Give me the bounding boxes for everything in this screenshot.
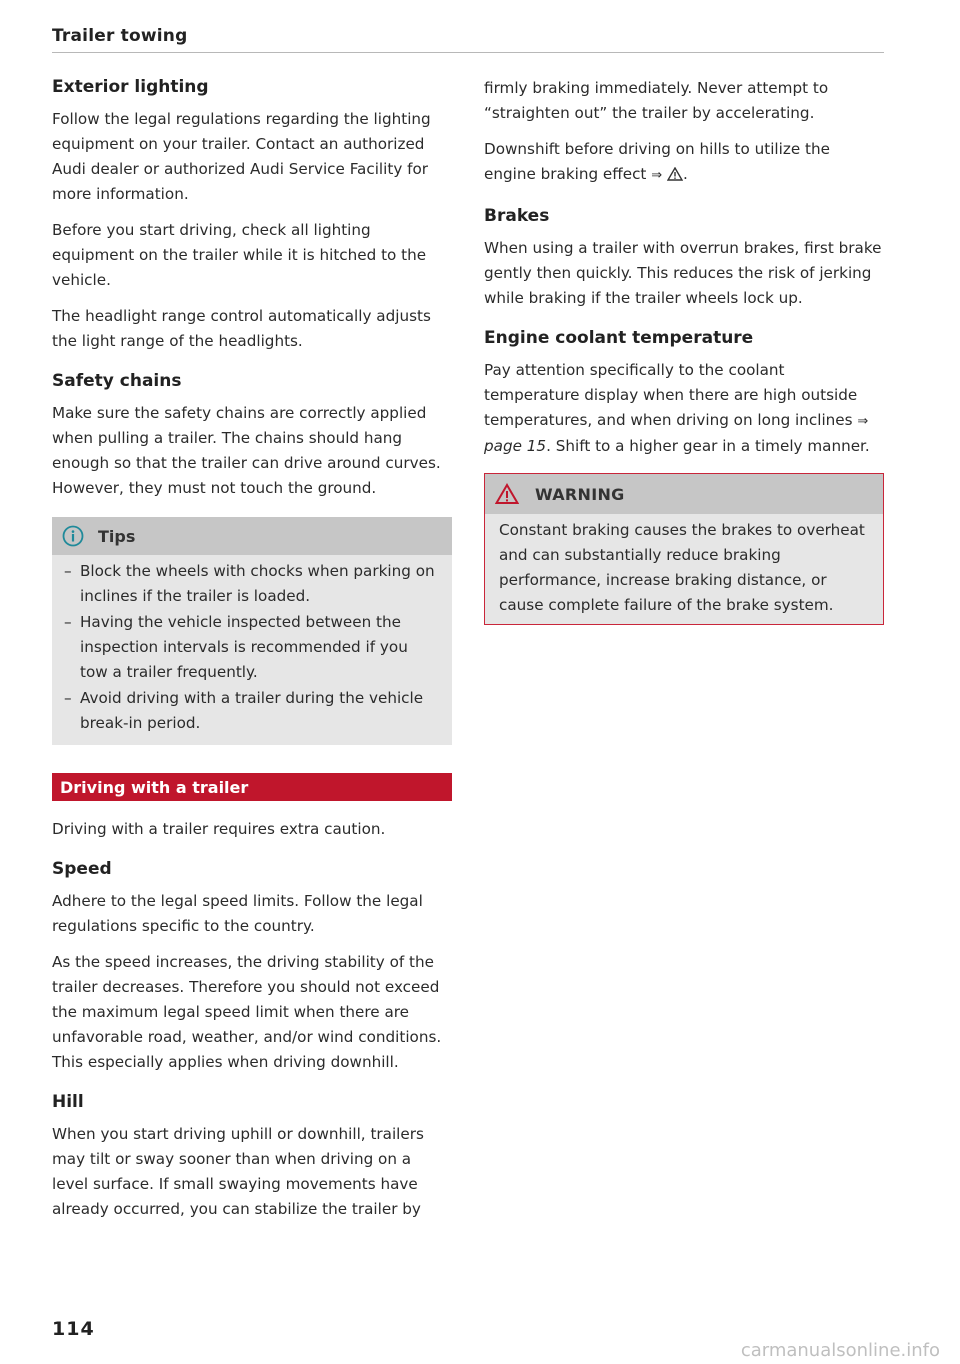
warning-triangle-icon (495, 483, 519, 505)
page-header-title: Trailer towing (52, 26, 188, 46)
tips-item: – Block the wheels with chocks when parking on inclines if the trailer is loaded. (80, 559, 438, 609)
safety-chains-heading: Safety chains (52, 371, 182, 392)
driving-with-trailer-banner: Driving with a trailer (52, 773, 452, 801)
right-column (484, 76, 884, 625)
coolant-text-end: . Shift to a higher gear in a timely manner. (546, 437, 870, 456)
info-circle-icon (62, 525, 84, 547)
warning-body: Constant braking causes the brakes to overheat and can substantially reduce braking performance, increase braking distance, or cause complete failure of the brake system. (485, 514, 883, 624)
downshift-paragraph: Downshift before driving on hills to utilize the engine braking effect ⇒ . (484, 137, 884, 189)
hill-continued-paragraph: firmly braking immediately. Never attempt to “straighten out” the trailer by accelerating. (484, 79, 829, 122)
coolant-text: Pay attention specifically to the coolant temperature display when there are high outside temperatures, and when driving on long inclines (484, 361, 858, 430)
warning-header (485, 474, 883, 514)
watermark: carmanualsonline.info (740, 1340, 940, 1361)
tips-item: – Avoid driving with a trailer during the vehicle break-in period. (80, 686, 438, 736)
speed-heading: Speed (52, 859, 112, 880)
downshift-text: Downshift before driving on hills to utilize the engine braking effect (484, 140, 830, 183)
exterior-lighting-paragraph-3: The headlight range control automatically adjusts the light range of the headlights. (52, 307, 431, 351)
coolant-heading: Engine coolant temperature (484, 328, 754, 349)
driving-intro-paragraph: Driving with a trailer requires extra caution. (52, 820, 386, 839)
arrow-right-icon: ⇒ (651, 168, 663, 183)
warning-box (484, 473, 884, 625)
page-reference-link[interactable]: page 15 (484, 437, 547, 456)
tips-title: Tips (98, 526, 136, 546)
arrow-right-icon: ⇒ (857, 414, 869, 430)
safety-chains-paragraph: Make sure the safety chains are correctly applied when pulling a trailer. The chains should hang enough so that the trailer can drive around curves. However, they must not touch the ground. (52, 404, 441, 498)
tips-header (52, 517, 452, 555)
coolant-paragraph (484, 358, 884, 459)
brakes-heading: Brakes (484, 206, 550, 226)
tips-box (52, 517, 452, 745)
warning-triangle-icon (667, 164, 683, 189)
exterior-lighting-paragraph-2: Before you start driving, check all lighting equipment on the trailer while it is hitched to the vehicle. (52, 221, 427, 290)
hill-heading: Hill (52, 1092, 84, 1113)
hill-paragraph: When you start driving uphill or downhill, trailers may tilt or sway sooner than when driving on a level surface. If small swaying movements have already occurred, you can stabilize the trailer by (52, 1125, 424, 1219)
page-number: 114 (52, 1318, 95, 1340)
brakes-paragraph: When using a trailer with overrun brakes, first brake gently then quickly. This reduces the risk of jerking while braking if the trailer wheels lock up. (484, 239, 882, 308)
exterior-lighting-heading: Exterior lighting (52, 77, 209, 97)
speed-paragraph-2: As the speed increases, the driving stability of the trailer decreases. Therefore you should not exceed the maximum legal speed limit when there are unfavorable road, weather, and/or wind conditions. This especially applies when driving downhill. (52, 953, 442, 1072)
tips-list (52, 555, 452, 736)
left-column (52, 76, 452, 1233)
tips-item: – Having the vehicle inspected between the inspection intervals is recommended if you tow a trailer frequently. (80, 610, 438, 685)
speed-paragraph-1: Adhere to the legal speed limits. Follow the legal regulations specific to the country. (52, 892, 423, 936)
warning-title: WARNING (535, 484, 625, 504)
exterior-lighting-paragraph-1: Follow the legal regulations regarding the lighting equipment on your trailer. Contact an authorized Audi dealer or authorized Audi Service Facility for more information. (52, 110, 431, 204)
header-rule (52, 52, 884, 53)
